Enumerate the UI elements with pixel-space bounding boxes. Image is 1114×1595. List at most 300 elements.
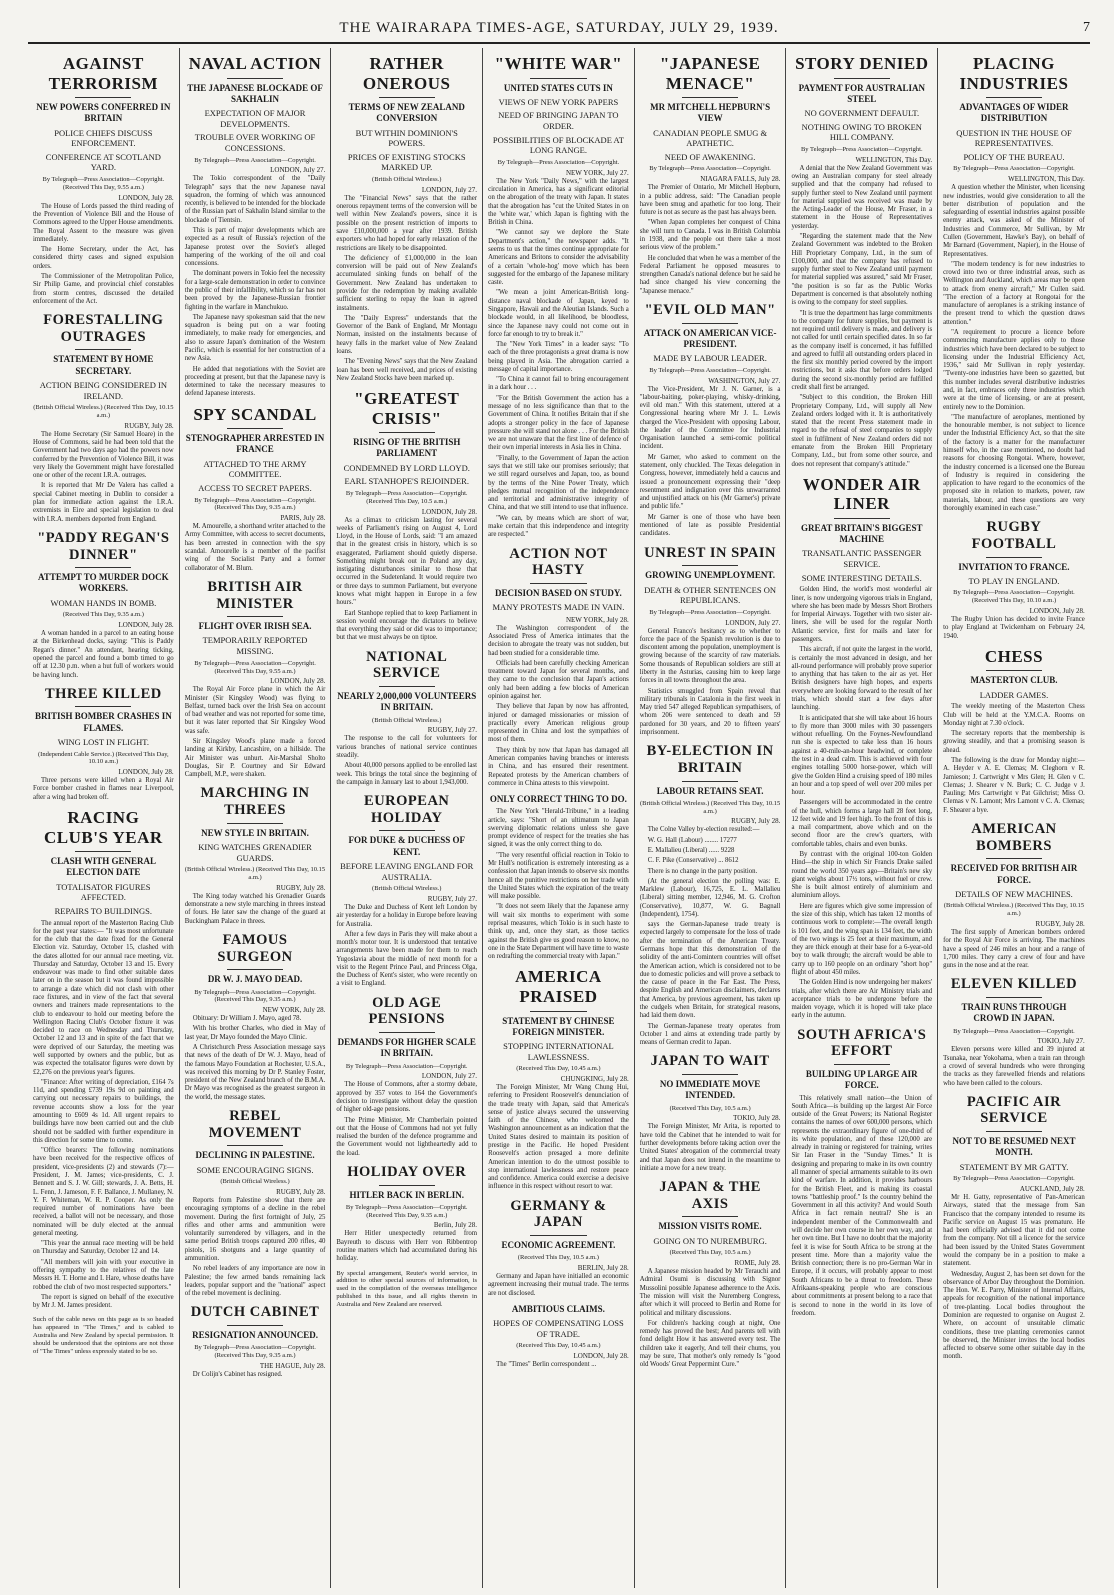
masthead — [28, 18, 1090, 40]
article-paragraph: It is anticipated that she will take about 16 hours to fly more than 3000 miles with 30 passengers without refuelling. On the Foynes-Newfoundland run she is expected to take less than 16 hours against a 40-mile-an-hour headwind, or complete the test in a dead calm. This is achieved with four engines totalling 5000 horse-power, which will give the Golden Hind a cruising speed of 180 miles an hour and a top speed of well over 200 miles per hour. — [791, 714, 933, 797]
article-paragraph: The German-Japanese treaty operates from October 1 and aims at extending trade partly by means of German credit to Japan. — [639, 1022, 781, 1047]
article-subheading: EARL STANHOPE'S REJOINDER. — [344, 476, 469, 487]
article-subheading: AMBITIOUS CLAIMS. — [511, 1303, 605, 1314]
article-paragraph: E. Mallalieu (Liberal) ...... 9228 — [647, 846, 735, 854]
article-paragraph: "The manufacture of aeroplanes, mentioned by the honourable member, is not subject to licence under the Industrial Efficiency Act, so that the site of the factory is a matter for the manufacturer himself who, in the case mentioned, no doubt had reasons for choosing Rongotai. Where, however, the industry concerned is a licensed one the Bureau of Industry is required in considering the application to have regard to the economics of the proposed site in relation to markets, power, raw materials, labour, and these questions are very thoroughly examined in each case." — [943, 413, 1085, 512]
article-paragraph: says the German-Japanese trade treaty is expected largely to compensate for the loss of trade after the termination of the American Treaty. Germans hope that this demonstration of the solidity of the anti-Comintern countries will offset the American action, which is considered not to be due to domestic policies and will prove a setback to the cause of peace in the Far East. The Press, despite English and American disclaimers, declares that America, by previous agreement, has taken up the cudgels when Britain, for strategical reasons, had laid them down. — [639, 921, 781, 1020]
article-subheading: FLIGHT OVER IRISH SEA. — [198, 621, 312, 632]
article — [336, 793, 477, 989]
article-paragraph: The weekly meeting of the Masterton Chess Club will be held at the Y.M.C.A. Rooms on Monday night at 7.30 o'clock. — [943, 703, 1085, 727]
headline-rule — [986, 97, 1043, 98]
article-headline: RATHER ONEROUS — [362, 54, 451, 93]
article-subheading: NOT TO BE RESUMED NEXT MONTH. — [952, 1136, 1076, 1158]
article-body — [791, 586, 932, 1020]
article-byline: (British Official Wireless.) — [372, 716, 442, 724]
article-headline: ELEVEN KILLED — [950, 976, 1078, 993]
article-paragraph: Mr H. Gatty, representative of Pan-American Airways, stated that the message from San Francisco that the company intended to resume its Pacific service on August 15 was premature. He had been officially advised that it did not come from the company. Not till a licence for the service had been issued by the United States Government would the company be in a position to make a statement. — [943, 1194, 1085, 1268]
article-byline: By Telegraph—Press Association—Copyright. — [649, 608, 771, 616]
article-byline: (British Official Wireless.) (Received This Day, 10.15 a.m.) — [639, 799, 781, 815]
article-subheading: ACCESS TO SECRET PAPERS. — [198, 482, 312, 493]
article-paragraph: The Duke and Duchess of Kent left London by air yesterday for a holiday in Europe before leaving for Australia. — [336, 903, 478, 928]
article-paragraph: The Home Secretary (Sir Samuel Hoare) in the House of Commons, said he had been told that the Government had two days ago had the powers now conferred by the Prevention of Violence Bill, it was very likely the Government might have forestalled one or other of the recent I.R.A. outrages. — [33, 430, 174, 480]
article-body — [33, 431, 174, 524]
article-byline: By Telegraph—Press Association—Copyright. — [953, 165, 1075, 173]
article-paragraph: It is reported that Mr De Valera has called a special Cabinet meeting in Dublin to consider a plan for immediate action against the I.R.A. extremists in Eire and special legislation to deal with I.R.A. members deported from England. — [33, 482, 174, 523]
article — [943, 647, 1085, 815]
headline-rule — [227, 1325, 283, 1326]
article-headline: "JAPANESE MENACE" — [659, 54, 761, 93]
article-dateline: AUCKLAND, July 28. — [1019, 1185, 1085, 1194]
article-paragraph: "All members will join with your executive in offering sympathy to the relatives of the late Messrs H. T. Horne and I. Hare, whose deaths have robbed the club of two most respected supporters." — [33, 1258, 174, 1291]
article-dateline: LONDON, July 28. — [118, 193, 174, 202]
article-headline: NAVAL ACTION — [188, 54, 322, 73]
article-byline: By Telegraph—Press Association—Copyright. — [649, 366, 771, 374]
article-subheading: GREAT BRITAIN'S BIGGEST MACHINE — [801, 522, 923, 545]
article-byline: (British Official Wireless.) (Received This Day, 10.15 a.m.) — [943, 902, 1085, 918]
headline-rule — [986, 557, 1043, 558]
article-paragraph: The House of Lords passed the third reading of the Prevention of Violence Bill and the House of Commons agreed to the Upper House amendments. The Royal Assent to the measure was given immediately. — [33, 202, 174, 243]
article-paragraph: The "New York Times" in a leader says: "To each of the three protagonists a great drama is now being played in Asia. The abrogation carried a message of capital importance. — [488, 341, 629, 373]
article-paragraph: The House of Commons, after a stormy debate, approved by 357 votes to 164 the Government's decision to investigate without delay the question of higher old-age pensions. — [336, 1081, 478, 1114]
article-paragraph: Wednesday, August 2, has been set down for the observance of Arbor Day throughout the Dominion. The Hon. W. E. Parry, Minister of Internal Affairs, appeals for recognition of the national importance of tree-planting. Local bodies throughout the Dominion are requested to organise on August 2. Where, on account of unsuitable climatic conditions, these tree planting ceremonies cannot be observed, the Minister invites the local bodies affected to observe some other suitable day in the month. — [943, 1270, 1085, 1361]
article-dateline: LONDON, July 28. — [573, 1352, 629, 1361]
column-footnote: By special arrangement, Reuter's world service, in addition to other special sources of information, is used in the compilation of the overseas intelligence published in this issue, and all rights therein in Australia and New Zealand are reserved. — [336, 1269, 478, 1308]
article-body — [640, 826, 781, 1047]
article-subheading: MASTERTON CLUB. — [970, 675, 1058, 686]
article-subheading: BUT WITHIN DOMINION'S POWERS. — [355, 127, 458, 149]
article-subheading: QUESTION IN THE HOUSE OF REPRESENTATIVES. — [956, 127, 1072, 149]
article-byline: By Telegraph—Press Association—Copyright. — [953, 1027, 1075, 1035]
headline-rule — [379, 432, 435, 433]
article-paragraph: "Finally, to the Government of Japan the action says that we still take our promises seriously; that we still regard ourselves and Japan, too, as bound by the terms of the Nine Power Treaty, which pledges mutual recognition of the independence and territorial and administrative integrity of China, and that we still intend to use that influence. — [488, 454, 629, 512]
article-subheading: CONFERENCE AT SCOTLAND YARD. — [45, 151, 161, 173]
article-headline: MARCHING IN THREES — [200, 785, 310, 819]
article — [943, 54, 1085, 513]
article-byline: By Telegraph—Press Association—Copyright. — [649, 165, 771, 173]
article-paragraph: Dr Colijn's Cabinet has resigned. — [192, 1370, 283, 1378]
column-6 — [786, 48, 938, 1588]
headline-rule — [682, 97, 738, 98]
article-subheading: LADDER GAMES. — [979, 689, 1049, 700]
article — [488, 794, 629, 961]
article-paragraph: With his brother Charles, who died in May of last year, Dr Mayo founded the Mayo Clinic. — [184, 1025, 326, 1041]
article-body — [943, 1194, 1085, 1362]
article-subheading: ADVANTAGES OF WIDER DISTRIBUTION — [959, 102, 1069, 124]
headline-rule — [986, 997, 1043, 998]
article-subheading: ACTION BEING CONSIDERED IN IRELAND. — [39, 379, 167, 401]
article — [640, 54, 781, 296]
article-subheading: STENOGRAPHER ARRESTED IN FRANCE — [185, 433, 325, 455]
article-headline: JAPAN & THE AXIS — [659, 1179, 761, 1212]
article-paragraph: Reports from Palestine show that there are encouraging symptoms of a decline in the rebel movement. During the first fortnight of July, 25 rifles and other arms and ammunition were voluntarily surrendered by villagers, and in the same period British troops captured 200 rifles, 40 pistols, 16 shotguns and a large quantity of ammunition. — [184, 1196, 326, 1262]
article — [488, 967, 629, 1191]
article-paragraph: This is part of major developments which are expected as a result of Russia's rejection of the Japanese protest over the Soviet's alleged hampering of the working of the oil and coal concessions. — [184, 227, 326, 268]
article-paragraph: (At the general election the polling was: E. Marklew (Labour), 16,725, E. L. Mallalieu (Liberal) sitting member, 12,946, M. G. Crofton (Conservative), 10,877, W. G. Bagnall (Independent), 1754). — [639, 877, 781, 918]
article-paragraph: The New York "Herald-Tribune," in a leading article, says: "Short of an ultimatum to Japan swerving diplomatic relations unless she gave prompt evidence of respect for the treaties she has signed, it was the only correct thing to do. — [488, 808, 629, 849]
headline-rule — [682, 323, 738, 324]
article — [488, 54, 629, 540]
article-body — [33, 920, 174, 1311]
article-body — [943, 703, 1085, 815]
article-headline: "GREATEST CRISIS" — [354, 389, 460, 428]
article-paragraph: The following is the draw for Monday night:—A. Heyder v A. E. Clemas; M. Cleghorn v R. Jamieson; J. Cartwright v Mrs Glen; H. Glen v C. Clemas; J. Shearer v N. Burk; C. C. Judge v J. Pauling; Mrs Cartwright v Pat Gilchrist; Miss O. Clemas v N. Lamont; Mrs Lamont v C. A. Clemas; F. Shearer a bye. — [943, 757, 1085, 814]
article-subheading: WOMAN HANDS IN BOMB. — [50, 597, 157, 608]
article-dateline: BERLIN, July 28. — [577, 1264, 629, 1273]
article — [33, 808, 174, 1310]
newspaper-title: THE WAIRARAPA TIMES-AGE, SATURDAY, JULY 29, 1939. — [339, 20, 779, 36]
article-paragraph: Obituary: Dr William J. Mayo, aged 78. — [192, 1015, 302, 1023]
article-subheading: WING LOST IN FLIGHT. — [57, 736, 149, 747]
article-headline: RACING CLUB'S YEAR — [43, 808, 163, 847]
article — [640, 302, 781, 539]
article-headline: BY-ELECTION IN BRITAIN — [646, 743, 774, 776]
article-subheading: REPAIRS TO BUILDINGS. — [54, 905, 153, 916]
article-paragraph: The Tokio correspondent of the "Daily Telegraph" says that the new Japanese naval squadron, the forming of which was announced recently, is believed to be intended for the blockade of the Russian part of Sakhalin Island similar to the blockade of Tientsin. — [184, 175, 326, 224]
article — [488, 1198, 629, 1298]
article-paragraph: Mr Garner, who asked to comment on the statement, only chuckled. The Texas delegation in Congress, however, immediately held a caucus and issued a pronouncement expressing their "deep resentment and indignation over this unwarranted and unjustified attack on his (Mr Garner's) private and public life." — [639, 453, 781, 511]
article-body — [488, 1361, 629, 1369]
article — [640, 545, 781, 738]
article-subheading: TOTALISATOR FIGURES AFFECTED. — [56, 881, 151, 903]
article-dateline: RUGBY, July 27. — [427, 726, 478, 735]
article-subheading: MADE BY LABOUR LEADER. — [653, 353, 767, 364]
article-paragraph: The report is signed on behalf of the executive by Mr J. M. James president. — [33, 1293, 174, 1310]
article-byline: By Telegraph—Press Association—Copyright. (Received This Day, 9.55 a.m.) — [42, 176, 165, 191]
article-subheading: SOME INTERESTING DETAILS. — [801, 572, 922, 583]
article-byline: By Telegraph—Press Association—Copyright. (Received This Day, 9.55 a.m.) — [194, 659, 316, 675]
article-body — [943, 616, 1085, 641]
article-paragraph: "Finance: After writing of depreciation, £164 7s 11d, and spending £739 19s 9d on painting and carrying out necessary repairs to buildings, the revenue accounts show a loss for the year amounting to £609 4s 1d. All urgent repairs to buildings have now been carried out and the club should not be saddled with further expenditure in this direction for some time to come. — [33, 1078, 174, 1144]
article-body — [488, 1273, 629, 1298]
headline-rule — [682, 1216, 738, 1217]
article-subheading: BEFORE LEAVING ENGLAND FOR AUSTRALIA. — [340, 860, 474, 882]
article-headline: GERMANY & JAPAN — [510, 1197, 607, 1231]
article-subheading: NEW STYLE IN BRITAIN. — [201, 827, 309, 838]
article-byline: (Received This Day, 10.5 a.m.) — [669, 1104, 751, 1112]
article-subheading: RISING OF THE BRITISH PARLIAMENT — [353, 437, 461, 459]
article-dateline: WELLINGTON, This Day. — [855, 155, 933, 164]
article — [791, 1027, 932, 1318]
headline-rule — [227, 969, 283, 970]
article-headline: AGAINST TERRORISM — [48, 54, 159, 93]
column-4 — [483, 48, 635, 1588]
article-headline: RUGBY FOOTBALL — [971, 519, 1057, 552]
headline-rule — [986, 1131, 1043, 1132]
headline-rule — [379, 686, 435, 687]
article-subheading: STOPPING INTERNATIONAL LAWLESSNESS. — [503, 1041, 614, 1062]
article-subheading: NO IMMEDIATE MOVE INTENDED. — [659, 1079, 761, 1101]
article — [185, 1108, 326, 1298]
article-headline: JAPAN TO WAIT — [650, 1053, 770, 1070]
article-paragraph: About 40,000 persons applied to be enrolled last week. This brings the total since the beginning of the campaign in January last to about 1,943,000. — [336, 762, 478, 786]
headline-rule — [986, 670, 1043, 671]
article-body — [640, 628, 781, 738]
article-body — [640, 386, 781, 539]
article-headline: "WHITE WAR" — [494, 54, 623, 73]
article-byline: By Telegraph—Press Association—Copyright. (Received This Day, 9.35 a.m.) — [194, 1344, 316, 1360]
article-paragraph: The Vice-President, Mr J. N. Garner, is a "labour-baiting, poker-playing, whisky-drinking, evil old man." With this statement, uttered at a Congressional hearing where Mr J. L. Lewis charged the Vice-President with opposing Labour, the leader of the Committee for Industrial Organisation launched a semi-comic political incident. — [639, 385, 781, 451]
headline-rule — [75, 567, 131, 568]
article-headline: UNREST IN SPAIN — [644, 544, 777, 561]
article-subheading: NEARLY 2,000,000 VOLUNTEERS IN BRITAIN. — [337, 691, 477, 713]
article-body — [336, 517, 477, 643]
article-dateline: TOKIO, July 27. — [1037, 1037, 1085, 1046]
article-subheading: CANADIAN PEOPLE SMUG & APATHETIC. — [653, 127, 768, 149]
article-headline: OLD AGE PENSIONS — [368, 994, 445, 1028]
article-subheading: KING WATCHES GRENADIER GUARDS. — [198, 841, 312, 863]
article-paragraph: The Premier of Ontario, Mr Mitchell Hepburn, in a public address, said: "The Canadian people have been smug and apathetic for too long. Their future is not as secure as the past has always been. — [639, 184, 781, 217]
article-subheading: FOR DUKE & DUCHESS OF KENT. — [348, 835, 465, 857]
headline-rule — [834, 78, 890, 79]
article-body — [791, 165, 932, 469]
article-paragraph: "This year the annual race meeting will be held on Thursday and Saturday, October 12 and 14. — [33, 1240, 174, 1256]
article-paragraph: After a few days in Paris they will make about a month's motor tour. It is understood that tentative arrangements have been made for them to reach Yugoslavia about the middle of next month for a visit to the Regent Prince Paul, and Princess Olga, the Duchess of Kent's sister, who were recently on a visit to England. — [336, 930, 478, 988]
article-dateline: LONDON, July 27. — [270, 166, 326, 175]
article-dateline: PARIS, July 28. — [280, 514, 326, 523]
article-dateline: RUGBY, July 28. — [731, 817, 781, 826]
article — [33, 530, 174, 680]
article-paragraph: W. G. Hall (Labour) ........ 17277 — [647, 836, 737, 844]
article-byline: By Telegraph—Press Association—Copyright. (Received This Day, 10.5 a.m.) — [345, 489, 468, 505]
article-paragraph: The King today watched his Grenadier Guards demonstrate a new style marching in threes instead of fours. He later saw the change of the guard at Buckingham Palace in threes. — [184, 892, 326, 925]
article-dateline: RUGBY, July 28. — [124, 421, 174, 430]
article-paragraph: "Subject to this condition, the Broken Hill Proprietary Company, Ltd., will supply all New Zealand orders lodged with it. It is authoritatively stated that the recent Press statement made in regard to the refusal of steel companies to supply steel in fulfilment of New Zealand orders did not emanate from the Broken Hill Proprietary Company, Ltd., but from some other source, and does not represent that company's attitude." — [791, 394, 933, 468]
article — [336, 649, 477, 787]
article-paragraph: The Foreign Minister, Mr Wang Chung Hui, referring to President Roosevelt's denunciation of the trade treaty with Japan, said that America's sense of justice always secured the unswerving faith of the Chinese, who welcomed the Washington announcement as an indication that the United States desired to maintain its position of prestige in the Pacific. He hoped President Roosevelt's action presaged a more definite American intention to do the utmost possible to stop international lawlessness and restore peace and confidence. America could exercise a decisive influence in this respect without resort to war. — [488, 1084, 629, 1191]
column-3 — [331, 48, 483, 1588]
article-paragraph: This aircraft, if not quite the largest in the world, is certainly the most advanced in design, and her all-round performance will probably prove superior to anything that has taken to the air as yet. Her British designers have high hopes, and experts everywhere are looking forward to the result of her trials, which should start a few days after launching. — [791, 646, 933, 712]
article-subheading: ONLY CORRECT THING TO DO. — [489, 794, 627, 805]
article — [943, 1094, 1085, 1362]
article-paragraph: The annual report of the Masterton Racing Club for the past year states:— "It was most unfortunate for the club that the date fixed for the General Election viz. Saturday, October 15, clashed with the dates allotted for our annual race meeting, viz. Thursday and Saturday, October 13 and 15. Every endeavour was made to find other suitable dates later on in the season but it was found impossible to arrange a date which did not clash with other race fixtures, and in view of the fact that several owners and trainers made representations to the club to endeavour to hold our meeting before the Wellington Racing Club's October fixture it was decided to race on Wednesday and Thursday, October 12 and 13 and in spite of the fact that we were deprived of our Saturday, the meeting was well supported by owners and the public, but as was expected the totalisator figures were down by £2,276 on the previous year's figures. — [33, 919, 174, 1076]
article-paragraph: "The modern tendency is for new industries to crowd into two or three industrial areas, such as Wellington and Auckland, which areas may be open to attack from enemy aircraft," Mr Cullen said. "The erection of a factory at Rongotai for the manufacture of aeroplanes is a striking instance of the present trend to which the question draws attention." — [943, 260, 1085, 326]
headline-rule — [379, 830, 435, 831]
article-body — [791, 1095, 932, 1319]
headline-rule — [530, 1011, 586, 1012]
article-subheading: POSSIBILITIES OF BLOCKADE AT LONG RANGE. — [492, 134, 624, 156]
article — [33, 312, 174, 524]
headline-rule — [75, 851, 131, 852]
article-headline: DUTCH CABINET — [190, 1304, 320, 1321]
article-headline: HOLIDAY OVER — [347, 1163, 467, 1180]
article-paragraph: Three persons were killed when a Royal Air Force bomber crashed in flames near Liverpool, after a wing had broken off. — [33, 777, 174, 801]
article-dateline: NEW YORK, July 28. — [565, 615, 629, 624]
article-paragraph: For children's hacking cough at night, One remedy has proved the best; And parents tell with fond delight How it has answered every test. The children take it eagerly, And tell their chums, you may be sure, That mother's only remedy Is "good old Woods' Great Peppermint Cure." — [639, 1319, 781, 1369]
article-headline: FORESTALLING OUTRAGES — [43, 312, 164, 345]
article-byline: (Received This Day, 10.5 a.m.) — [517, 1254, 599, 1262]
article — [185, 579, 326, 780]
article-headline: THREE KILLED — [44, 685, 162, 702]
article-headline: SPY SCANDAL — [193, 404, 317, 424]
article-paragraph: The secretary reports that the membership is growing steadily, and that a promising season is ahead. — [943, 730, 1085, 754]
article-paragraph: A Japanese mission headed by Mr Terauchi and Admiral Osumi is discussing with Signor Mussolini possible Japanese adherence to the Axis. The mission will visit the Nuremberg Congress, after which it will proceed to Berlin and Rome for political and military discussions. — [639, 1268, 781, 1317]
headline-rule — [530, 78, 586, 79]
article-body — [488, 808, 629, 961]
article-byline: By Telegraph—Press Association—Copyright. (Received This Day, 9.35 a.m.) — [194, 988, 316, 1004]
article-headline: AMERICA PRAISED — [515, 967, 602, 1006]
article-body — [33, 630, 174, 680]
article-body — [185, 1197, 326, 1298]
article-paragraph: Germany and Japan have initialled an economic agreement increasing their mutual trade. The terms are not disclosed. — [488, 1273, 629, 1297]
article-subheading: INVITATION TO FRANCE. — [958, 561, 1070, 572]
article — [336, 389, 477, 643]
article-subheading: TRANSATLANTIC PASSENGER SERVICE. — [802, 548, 922, 570]
article-subheading: BRITISH BOMBER CRASHES IN FLAMES. — [34, 711, 172, 733]
article-paragraph: Here are figures which give some impression of the size of this ship, which has taken 12 months of continuous work to complete:—The overall length is 101 feet, and the wing span is 134 feet, the width of the two wings is 25 feet at their maximum, and they are thick enough at their base for a 6-year-old boy to walk through; the aircraft would be able to carry up to 160 people on an ordinary "short hop" flight of about 450 miles. — [791, 902, 933, 976]
headline-rule — [75, 706, 131, 707]
headline-rule — [986, 858, 1043, 859]
article-byline: (British Official Wireless.) (Received This Day, 10.15 a.m.) — [33, 404, 174, 419]
headline-rule — [834, 1064, 890, 1065]
article-paragraph: Statistics smuggled from Spain reveal that military tribunals in Catalonia in the first week in May tried 547 alleged Republican sympathisers, of whom 206 were sentenced to death and 59 pardoned for 30 years, and 20 to fifteen years' imprisonment. — [639, 687, 781, 736]
article-subheading: POLICE CHIEFS DISCUSS ENFORCEMENT. — [54, 127, 153, 149]
article-subheading: MISSION VISITS ROME. — [658, 1221, 762, 1232]
article-body — [185, 1015, 326, 1102]
article — [336, 995, 477, 1158]
article — [943, 976, 1085, 1087]
article-body — [33, 777, 174, 802]
article-dateline: THE HAGUE, July 28. — [259, 1361, 326, 1370]
headline-rule — [75, 349, 131, 350]
article-body — [943, 929, 1085, 970]
article-dateline: LONDON, July 28. — [270, 677, 326, 686]
article-subheading: DETAILS OF NEW MACHINES. — [955, 888, 1073, 899]
article — [185, 405, 326, 573]
article-dateline: Berlin, July 28. — [433, 1221, 478, 1230]
article-subheading: NEED OF AWAKENING. — [664, 151, 756, 162]
article — [640, 1179, 781, 1369]
article-paragraph: He concluded that when he was a member of the Federal Parliament he opposed measures to strengthen Canada's national defence but he said he had since changed his view concerning the "Japanese menace." — [639, 254, 781, 295]
article-byline: By Telegraph—Press Association—Copyright. — [800, 145, 923, 153]
headline-rule — [834, 518, 890, 519]
article-headline: "EVIL OLD MAN" — [644, 301, 776, 318]
article-byline: By Telegraph—Press Association—Copyright. — [345, 1062, 468, 1070]
article-paragraph: The Prime Minister, Mr Chamberlain pointed out that the House of Commons had not yet fully realised the burden of the defence programme and the Government would not lightheartedly add to the load. — [336, 1116, 478, 1157]
article-headline: PACIFIC AIR SERVICE — [966, 1093, 1062, 1127]
article-headline: AMERICAN BOMBERS — [971, 820, 1057, 854]
article-headline: BRITISH AIR MINISTER — [207, 578, 303, 612]
article-dateline: RUGBY, July 28. — [1035, 920, 1085, 929]
article-headline: NATIONAL SERVICE — [366, 648, 448, 682]
article — [791, 54, 932, 469]
article — [943, 821, 1085, 970]
article-paragraph: Sir Kingsley Wood's plane made a forced landing at Kirkby, Lancashire, on a hillside. The Air Minister was unhurt. Air-Marshal Sholto Douglas, Sir P. Courtney and Sir Edward Campbell, M.P., were shaken. — [184, 737, 326, 779]
article-paragraph: General Franco's hesitancy as to whether to force the pace of the Spanish revolution is due to discontent among the population, unemployment is growing because of the scarcity of raw materials. Some thousands of Republican soldiers are still at liberty in the Asturias, causing him to keep large forces in all towns throughout the area. — [639, 627, 781, 685]
article-dateline: NIAGARA FALLS, July 28. — [700, 175, 781, 184]
article-subheading: STATEMENT BY CHINESE FOREIGN MINISTER. — [502, 1015, 615, 1037]
article-body — [488, 178, 629, 540]
article-paragraph: Earl Stanhope replied that to keep Parliament in session would encourage the dictators to believe that everything they said or did was to importance; but that we must always be on tiptoe. — [336, 609, 478, 642]
article-subheading: DR W. J. MAYO DEAD. — [207, 974, 303, 985]
article-subheading: NEW POWERS CONFERRED IN BRITAIN — [36, 102, 171, 124]
article-paragraph: "It is true the department has large commitments to the company for future supplies, but payment is not required until delivery is made, and delivery is not called for until certain specified dates. In so far as the company itself is concerned, it has fulfilled and agreed to fulfil all outstanding orders placed in the first six monthly period covered by the import restrictions, but it asks that before orders lodged during the second six-monthly period are fulfilled credit shall first be arranged. — [791, 309, 933, 392]
article-dateline: CHUNGKING, July 28. — [560, 1075, 629, 1084]
article — [488, 546, 629, 789]
article-subheading: DECISION BASED ON STUDY. — [495, 587, 622, 598]
article — [640, 743, 781, 1047]
headline-rule — [75, 97, 131, 98]
article-subheading: SOME ENCOURAGING SIGNS. — [196, 1164, 314, 1175]
column-2 — [180, 48, 332, 1588]
article-paragraph: "We mean a joint American-British long-distance naval blockade of Japan, keyed to Singapore, Hawaii and the Aleutian Islands. Such a blockade would, in all likelihood, be bloodless, since the Japanese navy could not come out in force far enough to try to break it." — [488, 289, 629, 338]
article-paragraph: Mr Garner is one of those who have been mentioned of late as possible Presidential candidates. — [639, 513, 781, 538]
article-headline: PLACING INDUSTRIES — [959, 54, 1069, 93]
article-subheading: TRAIN RUNS THROUGH CROWD IN JAPAN. — [961, 1002, 1067, 1024]
article-subheading: STATEMENT BY HOME SECRETARY. — [53, 354, 154, 376]
article-paragraph: They think by now that Japan has damaged all American companies having branches or interests in China, and has ensured their resentment. Repeated protests by the American chambers of commerce in China attests to this viewpoint. — [488, 746, 629, 787]
article-paragraph: The response to the call for volunteers for various branches of national service continues steadily. — [336, 735, 478, 759]
article-paragraph: The Colne Valley by-election resulted:— — [647, 826, 760, 834]
article-subheading: MANY PROTESTS MADE IN VAIN. — [492, 602, 625, 613]
article-headline: WONDER AIR LINER — [802, 474, 921, 514]
article-paragraph: The Commissioner of the Metropolitan Police, Sir Philip Game, and provincial chief constables from storm centres, discussed the detailed enforcement of the Act. — [33, 272, 174, 305]
article-body — [640, 1268, 781, 1369]
article-body — [943, 184, 1085, 513]
article-subheading: ATTACHED TO THE ARMY COMMITTEE. — [203, 458, 307, 480]
article-paragraph: The New York "Daily News," with the largest circulation in America, has a significant editorial on the abrogation of the treaty with Japan. It states that the abrogation has "cut the United States in on the 'white war,' which Japan is fighting with the British in China. — [488, 177, 629, 227]
article-paragraph: The Japanese navy spokesman said that the new squadron is being put on a war footing immediately, to make ready for emergencies, and also to assure Japan's domination of the Western Pacific, which is essential for her construction of a new Asia. — [184, 313, 326, 363]
article-subheading: DEMANDS FOR HIGHER SCALE IN BRITAIN. — [337, 1037, 476, 1059]
headline-rule — [379, 1032, 435, 1033]
article-body — [185, 523, 326, 573]
article-body — [640, 184, 781, 296]
article-dateline: TOKIO, July 28. — [733, 1114, 781, 1123]
article-body — [185, 893, 326, 926]
headline-rule — [682, 781, 738, 782]
article-subheading: ATTEMPT TO MURDER DOCK WORKERS. — [38, 572, 169, 594]
article-dateline: LONDON, July 28. — [421, 507, 478, 516]
article-paragraph: Golden Hind, the world's most wonderful air liner, is now undergoing vigorous trials in England, where she has been made by Messrs Short Brothers for Imperial Airways. Together with two sister air-liners, she will be used for the regular North Atlantic service, first for mails and later for passengers. — [791, 586, 933, 643]
article-paragraph: The "Times" Berlin correspondent ... — [496, 1361, 597, 1369]
article-paragraph: The "Evening News" says that the New Zealand loan has been well received, and prices of existing New Zealand Stocks have been marked up. — [336, 358, 478, 382]
article-dateline: LONDON, July 27. — [421, 1072, 478, 1081]
article-paragraph: The "Daily Express" understands that the Governor of the Bank of England, Mr Montagu Norman, insisted on the instalments because of heavy falls in the market value of New Zealand loans. — [336, 314, 478, 355]
article-subheading: THE JAPANESE BLOCKADE OF SAKHALIN — [187, 82, 323, 104]
article-headline: CHESS — [984, 646, 1044, 666]
article — [640, 1053, 781, 1173]
masthead-rule — [28, 42, 1090, 44]
article-paragraph: C. F. Pike (Conservative) ... 8612 — [647, 857, 739, 865]
article — [336, 54, 477, 383]
article-paragraph: Eleven persons were killed and 39 injured at Tsunaka, near Yokohama, when a train ran through a crowd of several hundreds who were thronging the tracks as they farewelled friends and relations who have been called to the colours. — [943, 1046, 1085, 1087]
article-byline: By Telegraph—Press Association—Copyright. — [497, 158, 620, 166]
article-dateline: NEW YORK, July 28. — [262, 1006, 326, 1015]
column-7 — [938, 48, 1090, 1588]
article-body — [185, 686, 326, 779]
article-dateline: WELLINGTON, This Day. — [1008, 175, 1085, 184]
article-subheading: TEMPORARILY REPORTED MISSING. — [202, 635, 308, 657]
article-body — [488, 1084, 629, 1192]
article-headline: FAMOUS SURGEON — [217, 931, 293, 965]
headline-rule — [379, 1185, 435, 1186]
article-subheading: RESIGNATION ANNOUNCED. — [192, 1330, 318, 1341]
article-byline: (Received This Day, 10.45 a.m.) — [516, 1065, 601, 1073]
column-footnote: Such of the cable news on this page as is so headed has appeared in "The Times," and is cabled to Australia and New Zealand by special permission. It should be understood that the opinions are not those of "The Times" unless expressly stated to be so. — [33, 1316, 174, 1355]
article-paragraph: "A requirement to procure a licence before commencing manufacture applies only to those industries which have been declared to be subject to licensing under the Industrial Efficiency Act, 1936," said Mr Sullivan in reply yesterday. "Twenty-one industries have been so gazetted, but this number includes several distributive industries and, in fact, embraces only three industries which were at the time of licensing, or are at present, entirely new to the Dominion. — [943, 329, 1085, 411]
article-subheading: EXPECTATION OF MAJOR DEVELOPMENTS. — [204, 108, 306, 129]
article-paragraph: The dominant powers in Tokio feel the necessity for a large-scale demonstration in order to convince the public of their infallibility, which so far has not been proved by the Japanese-Russian frontier fighting in the warfare in Manchukuo. — [184, 270, 326, 311]
article-headline: EUROPEAN HOLIDAY — [364, 793, 450, 826]
article-paragraph: "For the British Government the action has a message of no less significance than that to the Government of China. It notifies Britain that if she adopts a stronger policy in the face of Japanese pressure she will stand not alone . . . For the British we are not unaware that the first line of defence of their own imperial interests in Asia lies in China. — [488, 394, 629, 452]
article-paragraph: Passengers will be accommodated in the centre of the hull, which forms a large hall 28 feet long, 12 feet wide and 19 feet high. To the front of this is a mail compartment, above which and on the second floor are the crew's quarters, with comfortable tables, chairs and even bunks. — [791, 799, 933, 848]
article-byline: (Received This Day, 10.45 a.m.) — [516, 1342, 601, 1350]
article-dateline: RUGBY, July 28. — [276, 1187, 326, 1196]
headline-rule — [379, 97, 435, 98]
headline-rule — [227, 616, 283, 617]
article — [336, 1164, 477, 1264]
article-paragraph: The Washington correspondent of the Associated Press of America intimates that the decision to abrogate the treaty was not sudden, but had been studied for a considerable time. — [488, 624, 629, 657]
article-byline: (Received This Day, 10.5 a.m.) — [669, 1249, 751, 1257]
